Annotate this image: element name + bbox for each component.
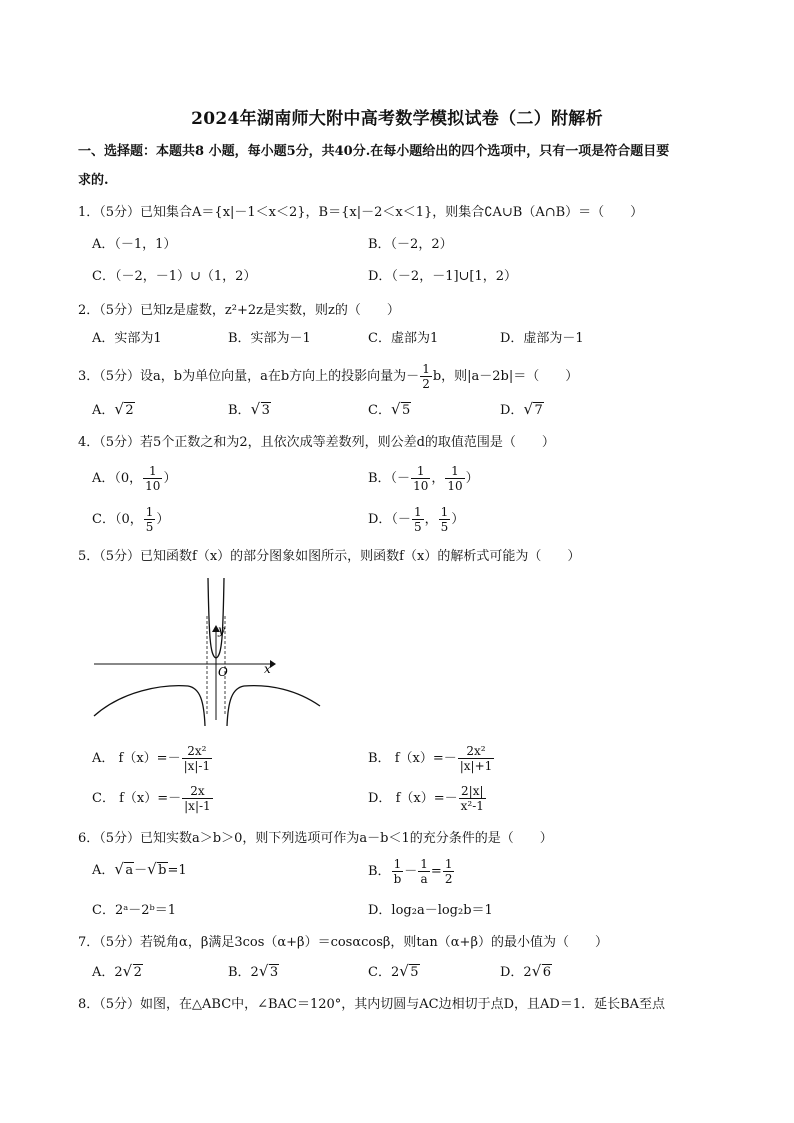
q7-stem: 7．（5分）若锐角α，β满足3cos（α+β）＝cosαcosβ，则tan（α+β）的最小值为（ ） [78,935,608,950]
q5-stem: 5．（5分）已知函数f（x）的部分图象如图所示，则函数f（x）的解析式可能为（ ） [78,549,581,564]
q3-option-b: B． √ 3 [228,400,270,418]
function-graph [92,576,322,726]
q3-stem-part1: 3．（5分）设a，b为单位向量，a在b方向上的投影向量为－ [78,369,420,384]
q3-fraction [420,362,432,391]
x-axis-arrow [270,660,276,668]
q2-option-a: A．实部为1 [92,331,162,346]
x-axis-label: x [264,662,271,676]
q6-option-a: A． √ a－ √ b=1 [92,860,187,878]
q2-stem: 2．（5分）已知z是虚数，z²+2z是实数，则z的（ ） [78,303,400,318]
q6-option-d: D．log₂a－log₂b＝1 [368,903,493,918]
q3-option-a: A． √ 2 [92,400,134,418]
q1-option-c: C．（－2，－1）∪（1，2） [92,269,257,284]
sqrt-symbol: √ 3 [250,400,270,418]
q2-option-d: D．虚部为－1 [500,331,584,346]
y-axis-label: y [218,623,225,637]
q2-option-b: B．实部为－1 [228,331,311,346]
section-heading-line2: 求的. [78,173,109,188]
q3-option-d: D． √ 7 [500,400,543,418]
q4-option-b: B．（－ $\frac{1}{10}$ ， $\frac{1}{10}$ ） [368,464,479,493]
q6-option-c: C．2ᵃ－2ᵇ＝1 [92,903,176,918]
q4-option-c: C．（0， $\frac{1}{5}$ ） [92,505,170,534]
q6-option-b: B． $\frac{1}{b}$ － $\frac{1}{a}$ = $\frac{1}{2}$ [368,857,453,886]
right-branch-curve [227,686,320,726]
q3-stem [78,362,578,391]
q7-option-c: C．2 √ 5 [368,962,419,980]
q5-option-b: B． f（x）=－ $\frac{\text{2x²}}{|x|+1}$ [368,744,493,773]
page-title: 2024年湖南师大附中高考数学模拟试卷（二）附解析 [191,109,603,129]
q1-option-a: A．（－1，1） [92,237,177,252]
q5-option-d: D． f（x）=－ $\frac{2|x|}{\text{x²-1}}$ [368,784,484,813]
q7-option-d: D．2 √ 6 [500,962,551,980]
q1-option-d: D．（－2，－1]∪[1，2） [368,269,518,284]
q4-option-d: D．（－ $\frac{1}{5}$ ， $\frac{1}{5}$ ） [368,505,465,534]
q5-option-a: A． f（x）=－ $\frac{\text{2x²}}{|x|-1}$ [92,744,211,773]
q4-option-a: A．（0， $\frac{1}{10}$ ） [92,464,177,493]
origin-label: O [218,665,228,679]
sqrt-symbol: √ 2 [114,400,134,418]
sqrt-symbol: √ 7 [523,400,543,418]
q7-option-a: A．2 √ 2 [92,962,142,980]
q2-option-c: C．虚部为1 [368,331,439,346]
section-heading-line1: 一、选择题：本题共8 小题，每小题5分，共40分.在每小题给出的四个选项中，只有一项是符合题目要 [78,144,670,159]
sqrt-symbol: √ 5 [390,400,411,418]
q3-stem-part2: b，则|a－2b|＝（ ） [432,369,579,384]
q4-stem: 4．（5分）若5个正数之和为2，且依次成等差数列，则公差d的取值范围是（ ） [78,435,555,450]
q7-option-b: B．2 √ 3 [228,962,279,980]
q1-stem: 1．（5分）已知集合A＝{x|－1＜x＜2}，B＝{x|－2＜x＜1}，则集合∁A∪B（A∩B）＝（ ） [78,205,644,220]
q1-option-b: B．（－2，2） [368,237,453,252]
q3-option-c: C． √ 5 [368,400,411,418]
q6-stem: 6．（5分）已知实数a＞b＞0，则下列选项可作为a－b＜1的充分条件的是（ ） [78,831,553,846]
q3-fraction-den: 2 [422,377,430,391]
q5-option-c: C． f（x）=－ $\frac{2x}{|x|-1}$ [92,784,211,813]
q3-fraction-num: 1 [422,362,430,376]
left-branch-curve [94,686,205,726]
q8-stem: 8．（5分）如图，在△ABC中，∠BAC＝120°，其内切圆与AC边相切于点D，且AD＝1．延长BA至点 [78,997,666,1012]
